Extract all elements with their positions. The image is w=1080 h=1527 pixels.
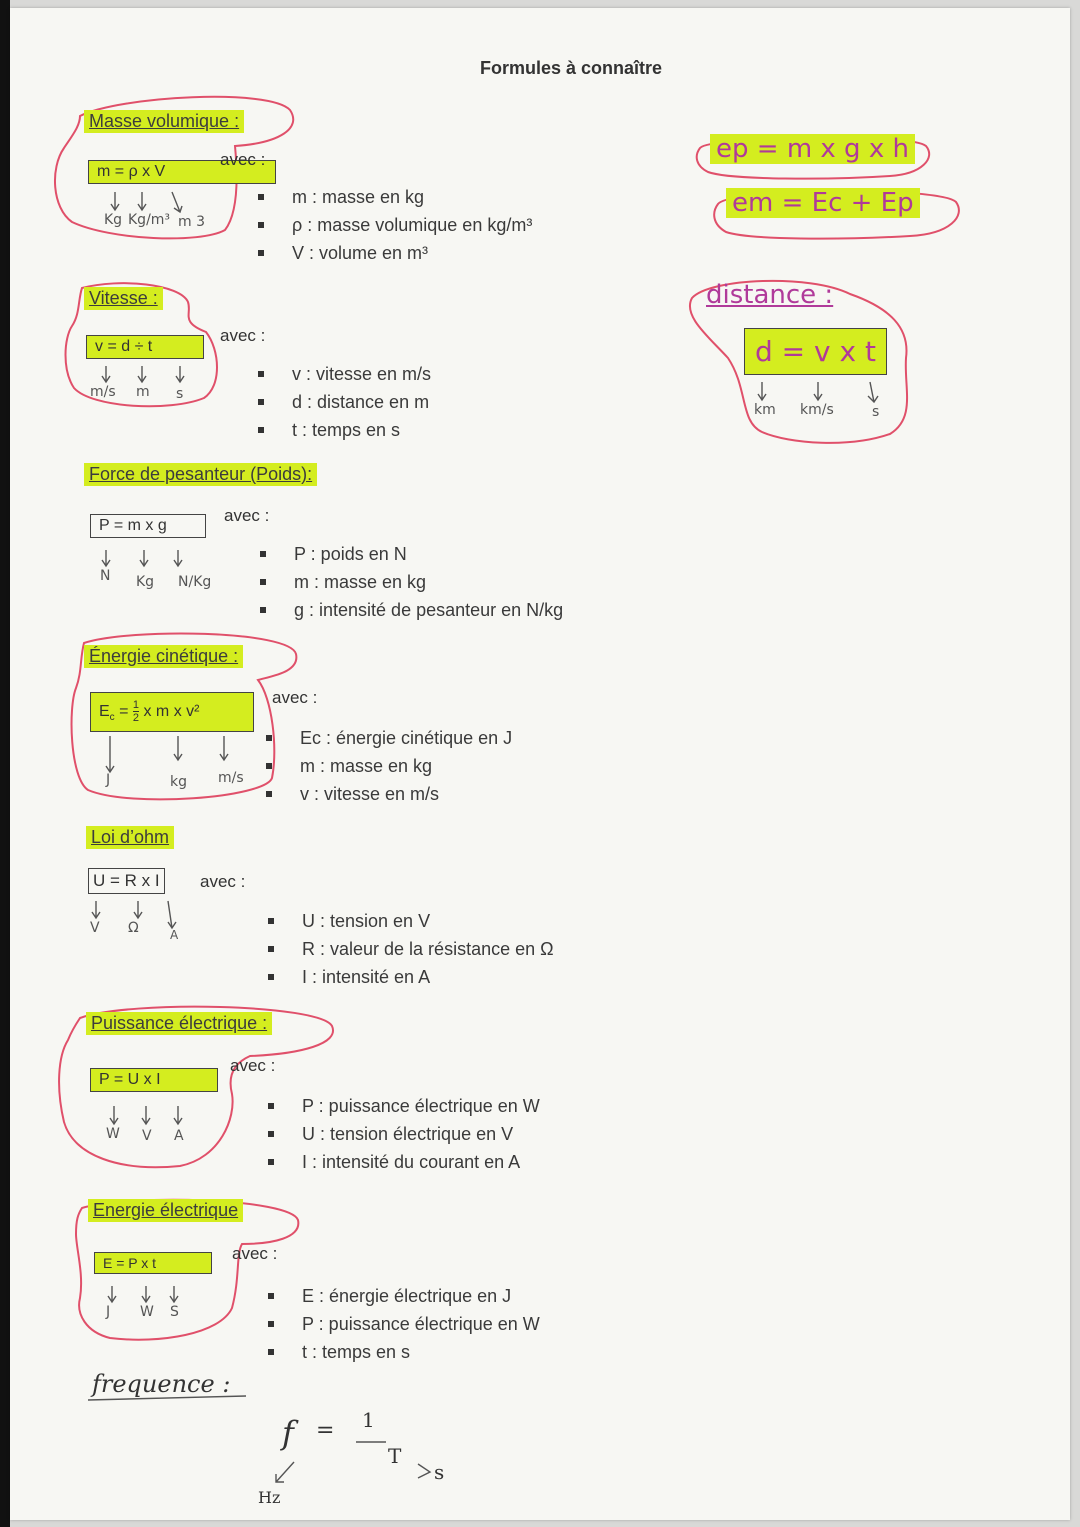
masse-unit-1: Kg (104, 212, 123, 228)
poids-unit-3: N/Kg (178, 574, 212, 590)
vitesse-formula: v = d ÷ t (86, 335, 204, 359)
ohm-variables (268, 907, 554, 991)
distance-heading: distance : (706, 280, 834, 310)
poids-unit-2: Kg (136, 574, 155, 590)
distance-arrows (758, 382, 878, 402)
cinetique-unit-2: kg (170, 774, 187, 790)
masse-avec: avec : (220, 150, 266, 169)
frequence-arrow-hz (276, 1462, 294, 1482)
frequence-arrow-s (418, 1464, 430, 1478)
ohm-formula: U = R x I (88, 868, 165, 894)
list-item: v : vitesse en m/s (266, 780, 512, 808)
puissance-unit-1: W (106, 1126, 120, 1142)
distance-formula: d = v x t (744, 328, 887, 375)
vitesse-unit-2: m (136, 384, 150, 400)
frequence-denominator: T (388, 1444, 402, 1468)
list-item: P : puissance électrique en W (268, 1092, 540, 1120)
frequence-unit-hz: Hz (258, 1488, 281, 1507)
list-item: t : temps en s (258, 416, 431, 444)
vitesse-heading: Vitesse : (84, 287, 163, 310)
ohm-avec: avec : (200, 872, 246, 891)
distance-unit-3: s (872, 404, 880, 420)
vitesse-unit-1: m/s (90, 384, 116, 400)
list-item: I : intensité du courant en A (268, 1148, 540, 1176)
cinetique-variables (266, 724, 512, 808)
list-item: U : tension électrique en V (268, 1120, 540, 1148)
puissance-unit-3: A (174, 1128, 184, 1144)
list-item: g : intensité de pesanteur en N/kg (260, 596, 563, 624)
cinetique-formula-sub: c (109, 712, 115, 724)
cinetique-heading: Énergie cinétique : (84, 645, 243, 668)
energie-formula: E = P x t (94, 1252, 212, 1274)
list-item: R : valeur de la résistance en Ω (268, 935, 554, 963)
cinetique-formula-eq: = (114, 703, 133, 720)
ohm-heading: Loi d’ohm (86, 826, 174, 849)
poids-arrows (102, 550, 182, 566)
energie-avec: avec : (232, 1244, 278, 1263)
cinetique-arrows (106, 736, 228, 772)
ep-formula: ep = m x g x h (710, 134, 915, 164)
masse-unit-2: Kg/m³ (128, 212, 171, 228)
frequence-equals: = (316, 1418, 335, 1443)
cinetique-unit-1: J (106, 772, 111, 788)
frequence-unit-s: s (434, 1460, 445, 1484)
list-item: P : puissance électrique en W (268, 1310, 540, 1338)
cinetique-formula (90, 692, 254, 732)
energie-heading: Energie électrique (88, 1199, 243, 1222)
vitesse-arrows (102, 366, 184, 382)
distance-unit-1: km (754, 402, 776, 418)
list-item: m : masse en kg (266, 752, 512, 780)
cinetique-fraction-den: 2 (132, 712, 140, 725)
poids-variables (260, 540, 563, 624)
masse-arrows (111, 192, 182, 212)
list-item: I : intensité en A (268, 963, 554, 991)
frequence-numerator: 1 (362, 1408, 375, 1432)
vitesse-variables (258, 360, 431, 444)
energie-unit-2: W (140, 1304, 154, 1320)
handwritten-annotations (10, 8, 1070, 1520)
list-item: d : distance en m (258, 388, 431, 416)
list-item: m : masse en kg (260, 568, 563, 596)
puissance-formula: P = U x I (90, 1068, 218, 1092)
masse-formula: m = ρ x V (88, 160, 276, 184)
cinetique-unit-3: m/s (218, 770, 244, 786)
cinetique-fraction-num: 1 (132, 699, 140, 712)
poids-heading: Force de pesanteur (Poids): (84, 463, 317, 486)
list-item: Ec : énergie cinétique en J (266, 724, 512, 752)
cinetique-formula-e: E (99, 703, 110, 720)
puissance-unit-2: V (142, 1128, 152, 1144)
energie-arrows (108, 1286, 178, 1302)
masse-heading: Masse volumique : (84, 110, 244, 133)
dark-edge (0, 0, 10, 1527)
distance-unit-2: km/s (800, 402, 834, 418)
poids-avec: avec : (224, 506, 270, 525)
list-item: v : vitesse en m/s (258, 360, 431, 388)
frequence-lhs: f (282, 1414, 294, 1452)
vitesse-unit-3: s (176, 386, 184, 402)
list-item: ρ : masse volumique en kg/m³ (258, 211, 532, 239)
puissance-variables (268, 1092, 540, 1176)
masse-unit-3: m 3 (178, 214, 205, 230)
cinetique-avec: avec : (272, 688, 318, 707)
paper-sheet (10, 8, 1070, 1520)
ohm-unit-2: Ω (128, 920, 139, 936)
list-item: m : masse en kg (258, 183, 532, 211)
energie-variables (268, 1282, 540, 1366)
puissance-arrows (110, 1106, 182, 1124)
list-item: t : temps en s (268, 1338, 540, 1366)
puissance-avec: avec : (230, 1056, 276, 1075)
page-title: Formules à connaître (480, 58, 663, 78)
puissance-heading: Puissance électrique : (86, 1012, 272, 1035)
energie-unit-3: S (170, 1304, 179, 1320)
ohm-unit-1: V (90, 920, 100, 936)
list-item: V : volume en m³ (258, 239, 532, 267)
cinetique-formula-rest: x m x v² (139, 703, 200, 720)
frequence-heading: frequence : (92, 1370, 231, 1398)
masse-variables (258, 183, 532, 267)
poids-unit-1: N (100, 568, 111, 584)
energie-unit-1: J (106, 1304, 111, 1320)
poids-formula: P = m x g (90, 514, 206, 538)
vitesse-avec: avec : (220, 326, 266, 345)
list-item: E : énergie électrique en J (268, 1282, 540, 1310)
ohm-unit-3: A (170, 928, 179, 942)
list-item: U : tension en V (268, 907, 554, 935)
list-item: P : poids en N (260, 540, 563, 568)
em-formula: em = Ec + Ep (726, 188, 920, 218)
